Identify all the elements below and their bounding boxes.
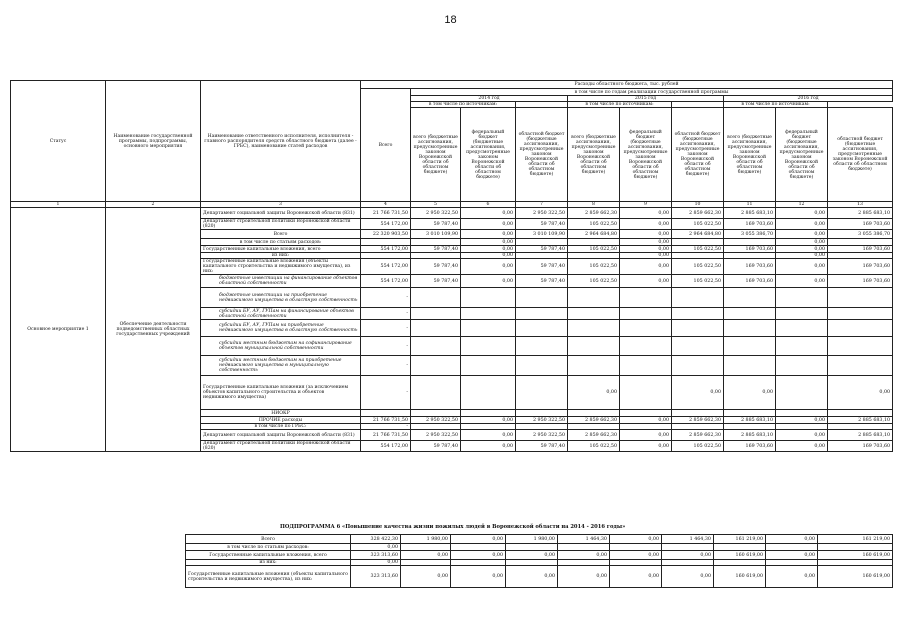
value-cell: 161 219,00 <box>818 535 893 544</box>
value-cell: 0,00 <box>828 376 893 410</box>
header-sources-2015: в том числе по источникам: <box>568 102 672 108</box>
value-cell: 0,00 <box>620 441 672 452</box>
value-cell: 0,00 <box>451 535 506 544</box>
header-federal-2014: федеральный бюджет (бюджетные ассигнования, предусмотренные законом Воронежской области об областном бюджете) <box>461 108 516 202</box>
value-cell: 2 885 683,10 <box>724 208 776 219</box>
header-all-2016: всего (бюджетные ассигнования, предусмотренные законом Воронежской области об областном бюджете) <box>724 108 776 202</box>
value-cell <box>516 410 568 417</box>
value-cell: 3 055 386,70 <box>828 230 893 239</box>
row-label: субсидии местным бюджетам на софинансирование объектов муниципальной собственности <box>201 337 361 356</box>
value-cell: 0,00 <box>776 246 828 253</box>
row-label: в том числе по ГРБС: <box>201 424 361 430</box>
value-cell: 169 703,60 <box>828 275 893 288</box>
table-row <box>186 544 893 551</box>
value-cell <box>724 337 776 356</box>
value-cell: 105 022,50 <box>672 441 724 452</box>
value-cell: 0,00 <box>610 535 662 544</box>
value-cell: 0,00 <box>461 208 516 219</box>
column-number: 5 <box>411 202 461 208</box>
value-cell <box>516 376 568 410</box>
value-cell <box>724 288 776 308</box>
value-cell: 169 703,60 <box>828 441 893 452</box>
value-cell: 0,00 <box>620 253 672 259</box>
row-label: Государственные капитальные вложения (объекты капитального строительства и недвижимого имущества), из них: <box>201 259 361 275</box>
value-cell <box>516 239 568 246</box>
header-by-years: в том числе по годам реализации государственной программы <box>411 89 893 96</box>
row-label: из них: <box>201 253 361 259</box>
value-cell <box>516 320 568 337</box>
header-year-2014: 2014 год <box>411 96 568 102</box>
row-label: Департамент социальной защиты Воронежской области (831) <box>201 208 361 219</box>
value-cell: 554 172,00 <box>361 275 411 288</box>
value-cell <box>568 239 620 246</box>
value-cell: 2 950 322,50 <box>516 417 568 424</box>
column-number: 9 <box>620 202 672 208</box>
value-cell: 0,00 <box>766 535 818 544</box>
value-cell: - <box>361 288 411 308</box>
value-cell: 0,00 <box>662 566 714 588</box>
value-cell: 2 885 683,10 <box>724 430 776 441</box>
value-cell <box>828 288 893 308</box>
row-label: Государственные капитальные вложения (за исключением объектов капитального строительства и объектов недвижимого имущества) <box>201 376 361 410</box>
value-cell: 59 787,40 <box>516 219 568 230</box>
value-cell: 59 787,40 <box>411 259 461 275</box>
value-cell: - <box>361 337 411 356</box>
header-program-name: Наименование государственной программы, подпрограммы, основного мероприятия <box>106 81 201 202</box>
column-number: 8 <box>568 202 620 208</box>
value-cell <box>411 376 461 410</box>
status-cell: Основное мероприятие 1 <box>11 208 106 452</box>
header-total: Всего <box>361 89 411 202</box>
value-cell: 105 022,50 <box>672 275 724 288</box>
value-cell: 0,00 <box>461 430 516 441</box>
header-regional-2014: областной бюджет (бюджетные ассигнования, предусмотренные законом Воронежской области об областном бюджете) <box>516 108 568 202</box>
header-regional-2016: областной бюджет (бюджетные ассигнования, предусмотренные законом Воронежской области об областном бюджете) <box>828 108 893 202</box>
value-cell: 0,00 <box>461 259 516 275</box>
value-cell: 0,00 <box>451 566 506 588</box>
value-cell <box>828 356 893 376</box>
value-cell: 0,00 <box>610 566 662 588</box>
value-cell <box>776 308 828 320</box>
value-cell <box>568 320 620 337</box>
value-cell: 59 787,40 <box>411 219 461 230</box>
value-cell <box>776 320 828 337</box>
row-label: Департамент строительной политики Воронежской области (820) <box>201 441 361 452</box>
value-cell <box>620 356 672 376</box>
value-cell: 0,00 <box>776 230 828 239</box>
value-cell: 169 703,60 <box>828 246 893 253</box>
value-cell: 160 619,00 <box>818 551 893 560</box>
value-cell <box>776 410 828 417</box>
value-cell: 0,00 <box>558 551 610 560</box>
value-cell: 323 313,60 <box>351 551 401 560</box>
header-all-2014: всего (бюджетные ассигнования, предусмотренные законом Воронежской области об областном бюджете) <box>411 108 461 202</box>
page-number: 18 <box>444 14 457 26</box>
value-cell: 0,00 <box>451 551 506 560</box>
value-cell: 105 022,50 <box>672 246 724 253</box>
value-cell: 554 172,00 <box>361 246 411 253</box>
column-number: 3 <box>201 202 361 208</box>
value-cell: 0,00 <box>620 208 672 219</box>
value-cell <box>568 288 620 308</box>
value-cell: 0,00 <box>506 551 558 560</box>
value-cell: 0,00 <box>351 560 401 566</box>
value-cell: 169 703,60 <box>724 219 776 230</box>
value-cell: - <box>361 308 411 320</box>
value-cell <box>672 320 724 337</box>
value-cell <box>828 337 893 356</box>
value-cell <box>568 356 620 376</box>
table-row <box>186 535 893 544</box>
value-cell: 554 172,00 <box>361 219 411 230</box>
value-cell <box>828 308 893 320</box>
value-cell: 2 859 662,30 <box>568 430 620 441</box>
value-cell <box>620 320 672 337</box>
value-cell: 2 950 322,50 <box>411 430 461 441</box>
value-cell <box>776 337 828 356</box>
value-cell: 0,00 <box>401 566 451 588</box>
value-cell <box>411 320 461 337</box>
table-row <box>186 566 893 588</box>
table-row <box>11 208 893 219</box>
row-label: Государственные капитальные вложения, всего <box>201 246 361 253</box>
header-year-2015: 2015 год <box>568 96 724 102</box>
subprogram-title: ПОДПРОГРАММА 6 «Повышение качества жизни пожилых людей в Воронежской области на 2014 - 2016 годы» <box>280 524 626 530</box>
value-cell <box>818 544 893 551</box>
value-cell: 0,00 <box>351 544 401 551</box>
value-cell: 105 022,50 <box>568 246 620 253</box>
value-cell <box>776 376 828 410</box>
value-cell <box>461 288 516 308</box>
value-cell: 21 766 731,50 <box>361 430 411 441</box>
header-federal-2015: федеральный бюджет (бюджетные ассигнования, предусмотренные законом Воронежской области об областном бюджете) <box>620 108 672 202</box>
value-cell <box>724 239 776 246</box>
value-cell <box>724 356 776 376</box>
value-cell: 2 859 662,30 <box>568 208 620 219</box>
value-cell <box>461 308 516 320</box>
value-cell: 2 859 662,30 <box>568 417 620 424</box>
value-cell <box>461 376 516 410</box>
value-cell <box>568 410 620 417</box>
value-cell: 0,00 <box>461 417 516 424</box>
budget-table <box>10 80 893 452</box>
value-cell: 105 022,50 <box>568 275 620 288</box>
value-cell: 2 859 662,30 <box>672 208 724 219</box>
value-cell: 2 950 322,50 <box>411 208 461 219</box>
value-cell <box>568 308 620 320</box>
value-cell <box>620 288 672 308</box>
value-cell: 0,00 <box>620 219 672 230</box>
row-label: Всего <box>201 230 361 239</box>
header-sources-2016: в том числе по источникам: <box>724 102 828 108</box>
header-sources-2014: в том числе по источникам: <box>411 102 516 108</box>
value-cell: 3 010 109,90 <box>411 230 461 239</box>
row-label: Департамент строительной политики Воронежской области (820) <box>201 219 361 230</box>
value-cell <box>672 410 724 417</box>
value-cell: 323 313,60 <box>351 566 401 588</box>
value-cell: 160 619,00 <box>714 551 766 560</box>
value-cell: 0,00 <box>461 441 516 452</box>
column-number: 4 <box>361 202 411 208</box>
value-cell <box>361 410 411 417</box>
value-cell <box>776 356 828 376</box>
value-cell: 105 022,50 <box>672 219 724 230</box>
value-cell: 554 172,00 <box>361 441 411 452</box>
value-cell: 0,00 <box>724 376 776 410</box>
value-cell <box>620 376 672 410</box>
value-cell: 2 950 322,50 <box>411 417 461 424</box>
value-cell <box>401 544 451 551</box>
value-cell <box>461 337 516 356</box>
value-cell: 0,00 <box>620 230 672 239</box>
value-cell <box>411 410 461 417</box>
value-cell <box>672 356 724 376</box>
header-executor: Наименование ответственного исполнителя, исполнителя - главного распорядителя средств областного бюджета (далее - ГРБС), наименование статей расходов <box>201 81 361 202</box>
value-cell: 2 950 322,50 <box>516 430 568 441</box>
header-federal-2016: федеральный бюджет (бюджетные ассигнования, предусмотренные законом Воронежской области об областном бюджете) <box>776 108 828 202</box>
value-cell <box>568 337 620 356</box>
value-cell: 0,00 <box>461 253 516 259</box>
column-number: 6 <box>461 202 516 208</box>
value-cell: 59 787,40 <box>516 259 568 275</box>
value-cell: 2 885 683,10 <box>828 417 893 424</box>
value-cell <box>662 544 714 551</box>
value-cell: 0,00 <box>461 246 516 253</box>
value-cell <box>620 410 672 417</box>
value-cell: 161 219,00 <box>714 535 766 544</box>
row-label: субсидии БУ, АУ, ГУПам на финансирование объектов областной собственности <box>201 308 361 320</box>
row-label: Всего <box>186 535 351 544</box>
value-cell: 2 885 683,10 <box>828 208 893 219</box>
value-cell: 160 619,00 <box>714 566 766 588</box>
value-cell: 59 787,40 <box>411 246 461 253</box>
value-cell <box>766 544 818 551</box>
value-cell <box>724 410 776 417</box>
value-cell: 169 703,60 <box>724 441 776 452</box>
value-cell: 21 766 731,50 <box>361 208 411 219</box>
value-cell: 0,00 <box>620 239 672 246</box>
value-cell: 0,00 <box>610 551 662 560</box>
value-cell: 554 172,00 <box>361 259 411 275</box>
value-cell <box>411 239 461 246</box>
row-label: Государственные капитальные вложения, всего <box>186 551 351 560</box>
value-cell <box>828 239 893 246</box>
value-cell: 0,00 <box>776 259 828 275</box>
value-cell: 0,00 <box>672 376 724 410</box>
value-cell: - <box>361 320 411 337</box>
value-cell <box>714 544 766 551</box>
value-cell: 59 787,40 <box>516 246 568 253</box>
value-cell: 0,00 <box>776 275 828 288</box>
value-cell: 0,00 <box>506 566 558 588</box>
value-cell: 59 787,40 <box>516 275 568 288</box>
value-cell: 105 022,50 <box>568 441 620 452</box>
value-cell: 0,00 <box>776 417 828 424</box>
value-cell: 2 950 322,50 <box>516 208 568 219</box>
row-label: в том числе по статьям расходов: <box>201 239 361 246</box>
value-cell <box>828 410 893 417</box>
table-row <box>186 551 893 560</box>
value-cell <box>411 337 461 356</box>
value-cell <box>516 308 568 320</box>
value-cell <box>828 320 893 337</box>
value-cell: 21 766 731,50 <box>361 417 411 424</box>
value-cell: 105 022,50 <box>568 219 620 230</box>
value-cell: 2 885 683,10 <box>828 430 893 441</box>
value-cell: 328 422,30 <box>351 535 401 544</box>
value-cell: 0,00 <box>568 376 620 410</box>
row-label: бюджетные инвестиции на финансирование объектов областной собственности <box>201 275 361 288</box>
column-number: 13 <box>828 202 893 208</box>
value-cell: 0,00 <box>620 275 672 288</box>
header-status: Статус <box>11 81 106 202</box>
value-cell: 0,00 <box>620 417 672 424</box>
value-cell <box>620 337 672 356</box>
value-cell: 169 703,60 <box>724 275 776 288</box>
column-number: 1 <box>11 202 106 208</box>
value-cell <box>461 410 516 417</box>
value-cell: 1 980,00 <box>401 535 451 544</box>
value-cell: 0,00 <box>401 551 451 560</box>
row-label: из них: <box>186 560 351 566</box>
value-cell <box>451 544 506 551</box>
value-cell: - <box>361 376 411 410</box>
header-expenses: Расходы областного бюджета, тыс. рублей <box>361 81 893 89</box>
row-label: ПРОЧИЕ расходы <box>201 417 361 424</box>
value-cell: 3 010 109,90 <box>516 230 568 239</box>
value-cell: 105 022,50 <box>568 259 620 275</box>
value-cell: 2 885 683,10 <box>724 417 776 424</box>
value-cell <box>361 239 411 246</box>
value-cell <box>506 544 558 551</box>
value-cell <box>724 308 776 320</box>
value-cell <box>461 356 516 376</box>
value-cell: 1 464,30 <box>558 535 610 544</box>
value-cell <box>610 544 662 551</box>
value-cell <box>411 288 461 308</box>
row-label: субсидии местным бюджетам на приобретение недвижимого имущества в муниципальную собственность <box>201 356 361 376</box>
row-label: Государственные капитальные вложения (объекты капитального строительства и недвижимого имущества), из них: <box>186 566 351 588</box>
row-label: субсидии БУ, АУ, ГУПам на приобретение недвижимого имущества в областную собственность <box>201 320 361 337</box>
value-cell: 169 703,60 <box>724 259 776 275</box>
row-label: в том числе по статьям расходов: <box>186 544 351 551</box>
value-cell: 169 703,60 <box>724 246 776 253</box>
value-cell: 22 320 903,50 <box>361 230 411 239</box>
value-cell: 59 787,40 <box>411 441 461 452</box>
column-number: 2 <box>106 202 201 208</box>
value-cell <box>620 308 672 320</box>
value-cell: 0,00 <box>776 219 828 230</box>
value-cell <box>516 337 568 356</box>
column-number: 7 <box>516 202 568 208</box>
value-cell: 0,00 <box>558 566 610 588</box>
value-cell: 169 703,60 <box>828 219 893 230</box>
value-cell: 0,00 <box>662 551 714 560</box>
value-cell: 160 619,00 <box>818 566 893 588</box>
value-cell <box>672 288 724 308</box>
value-cell: 0,00 <box>776 239 828 246</box>
value-cell: 0,00 <box>461 219 516 230</box>
value-cell: 0,00 <box>776 208 828 219</box>
subprogram-table <box>185 534 893 588</box>
value-cell: 2 859 662,30 <box>672 430 724 441</box>
row-label: Департамент социальной защиты Воронежской области (831) <box>201 430 361 441</box>
value-cell: 0,00 <box>461 230 516 239</box>
value-cell <box>672 337 724 356</box>
row-label: бюджетные инвестиции на приобретение недвижимого имущества в областную собственность <box>201 288 361 308</box>
value-cell <box>461 320 516 337</box>
value-cell: 0,00 <box>776 441 828 452</box>
value-cell <box>672 239 724 246</box>
column-number: 11 <box>724 202 776 208</box>
value-cell <box>411 356 461 376</box>
value-cell <box>776 288 828 308</box>
header-year-2016: 2016 год <box>724 96 893 102</box>
value-cell <box>411 308 461 320</box>
value-cell: 3 055 386,70 <box>724 230 776 239</box>
value-cell: 0,00 <box>461 239 516 246</box>
value-cell: 0,00 <box>776 430 828 441</box>
value-cell: 169 703,60 <box>828 259 893 275</box>
value-cell <box>672 308 724 320</box>
value-cell: 0,00 <box>776 253 828 259</box>
value-cell: 0,00 <box>766 551 818 560</box>
column-number: 12 <box>776 202 828 208</box>
value-cell: 2 964 684,80 <box>568 230 620 239</box>
value-cell: 0,00 <box>620 259 672 275</box>
value-cell: - <box>361 424 411 430</box>
value-cell: 0,00 <box>620 430 672 441</box>
activity-name-cell: Обеспечение деятельности подведомственных областных государственных учреждений <box>106 208 201 452</box>
value-cell: - <box>361 356 411 376</box>
value-cell: 105 022,50 <box>672 259 724 275</box>
value-cell <box>558 544 610 551</box>
value-cell: 2 964 684,80 <box>672 230 724 239</box>
row-label: НИОКР <box>201 410 361 417</box>
header-all-2015: всего (бюджетные ассигнования, предусмотренные законом Воронежской области об областном бюджете) <box>568 108 620 202</box>
value-cell: 59 787,40 <box>516 441 568 452</box>
value-cell <box>724 320 776 337</box>
value-cell: 1 464,30 <box>662 535 714 544</box>
value-cell: 0,00 <box>766 566 818 588</box>
column-number: 10 <box>672 202 724 208</box>
value-cell <box>516 288 568 308</box>
value-cell <box>516 356 568 376</box>
header-regional-2015: областной бюджет (бюджетные ассигнования, предусмотренные законом Воронежской области об областном бюджете) <box>672 108 724 202</box>
value-cell: 59 787,40 <box>411 275 461 288</box>
value-cell: 1 980,00 <box>506 535 558 544</box>
value-cell: 0,00 <box>620 246 672 253</box>
value-cell: 2 859 662,30 <box>672 417 724 424</box>
value-cell: 0,00 <box>461 275 516 288</box>
